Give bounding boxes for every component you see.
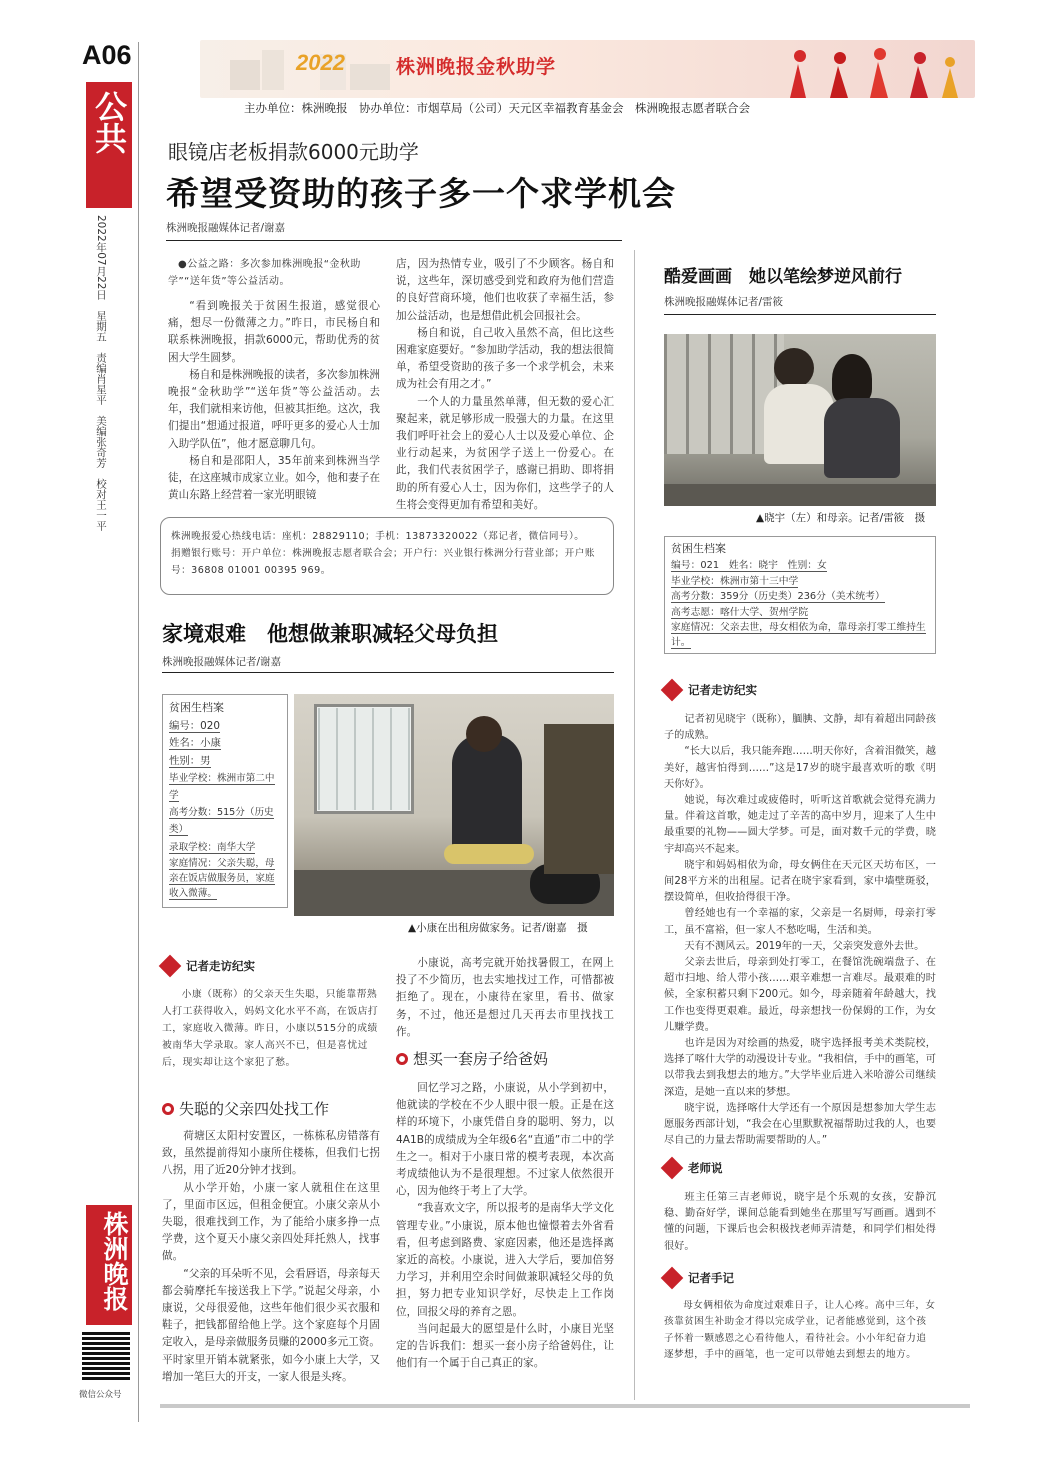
runner-figure-icon (945, 57, 955, 67)
main-col-1 (168, 256, 380, 504)
archive-field: 高考分数：515分（历史类） (169, 807, 274, 836)
diamond-icon (661, 1157, 684, 1180)
photo-caption-xiaoyu: ▲晓宇（左）和母亲。记者/雷筱 摄 (756, 512, 926, 524)
article3-byline: 株洲晚报融媒体记者/雷筱 (664, 296, 784, 308)
banner-organizers: 主办单位：株洲晚报 协办单位：市烟草局（公司）天元区幸福教育基金会 株洲晚报志愿者联合会 (244, 101, 750, 115)
runner-figure-icon (914, 52, 926, 64)
qr-label: 微信公众号 (79, 1390, 122, 1400)
article2-paragraph: 荷塘区太阳村安置区，一栋栋私房错落有致，虽然提前得知小康所住楼栋，但我们七拐八拐，用了近20分钟才找到。 (162, 1130, 380, 1177)
tag-visit-3: 记者走访纪实 (664, 682, 757, 698)
banner (200, 40, 975, 98)
main-lead: ●公益之路：多次参加株洲晚报“金秋助学”“送年货”等公益活动。 (168, 259, 361, 287)
article3-paragraph: 也许是因为对绘画的热爱，晓宇选择报考美术类院校，选择了喀什大学的动漫设计专业。“我相信，手中的画笔，可以带我去到我想去的地方。”大学毕业后进入米哈游公司继续深造，是她一直以来的梦想。 (664, 1038, 936, 1098)
article2-paragraph: 从小学开始，小康一家人就租住在这里了，里面市区远，但租金便宜。小康父亲从小失聪，很难找到工作，为了能给小康多挣一点学费，这个夏天小康父亲四处拜托熟人，找事做。 (162, 1181, 380, 1263)
footer-rule (160, 1404, 970, 1408)
subhead-house: 想买一套房子给爸妈 (396, 1048, 548, 1069)
main-col-2 (396, 256, 614, 514)
main-paragraph: 杨自和是邵阳人，35年前来到株洲当学徒，在这座城市成家立业。如今，他和妻子在黄山东路上经营着一家光明眼镜 (168, 454, 380, 502)
subhead-father: 失聪的父亲四处找工作 (162, 1098, 329, 1119)
banner-year: 2022 (296, 50, 345, 75)
article2-rule (162, 672, 614, 673)
archive-field: 高考分数：359分（历史类）236分（美术统考） (671, 591, 885, 603)
article2-archive (162, 694, 288, 908)
article3-rule (664, 314, 936, 315)
hotline-phone: 株洲晚报爱心热线电话：座机：28829110；手机：13873320022（郑记者，微信同号）。 (171, 531, 585, 542)
right-column-divider (634, 250, 635, 1400)
article3-paragraph: 记者初见晓宇（既称），腼腆、文静，却有着超出同龄孩子的成熟。 (664, 714, 936, 742)
archive-field: 家庭情况：父亲去世，母女相依为命，靠母亲打零工维持生计。 (671, 622, 926, 649)
archive-field: 性别：男 (169, 754, 211, 767)
runner-figure-icon (794, 50, 806, 62)
section-label: 公共 (90, 90, 128, 154)
archive-field: 毕业学校：株洲市第二中学 (169, 772, 275, 802)
runner-figure-icon (834, 52, 846, 64)
article2-paragraph: 当问起最大的愿望是什么时，小康目光坚定的告诉我们：想买一套小房子给爸妈住，让他们有一个属于自己真正的家。 (396, 1322, 614, 1370)
archive-field: 编号：021 姓名：晓宇 性别：女 (671, 560, 827, 572)
article3-headline: 酷爱画画 她以笔绘梦逆风前行 (664, 267, 902, 287)
main-kicker: 眼镜店老板捐款6000元助学 (168, 140, 419, 164)
diamond-icon (661, 1267, 684, 1290)
article2-intro: 小康（既称）的父亲天生失聪，只能靠帮熟人打工获得收入，妈妈文化水平不高，在饭店打工，家庭收入微薄。昨日，小康以515分的成绩被南华大学录取。家人高兴不已，但是喜忧过后，现实却让这个家犯了愁。 (162, 989, 379, 1068)
archive-field: 毕业学校：株洲市第十三中学 (671, 575, 799, 587)
archive-field: 编号：020 (169, 720, 221, 733)
main-paragraph: 杨自和说，自己收入虽然不高，但比这些困难家庭要好。“参加助学活动，我的想法很简单，希望受资助的孩子多一个求学机会，未来成为社会有用之才。” (396, 326, 614, 391)
main-rule (166, 240, 622, 241)
article3-paragraph: 她说，每次难过或疲倦时，听听这首歌就会觉得充满力量。伴着这首歌，她走过了辛苦的高中岁月，迎来了人生中最重要的礼物——圆大学梦。可是，面对数千元的学费，晓宇却高兴不起来。 (664, 795, 936, 855)
photo-caption-kang: ▲小康在出租房做家务。记者/谢嘉 摄 (408, 922, 588, 934)
article2-headline: 家境艰难 他想做兼职减轻父母负担 (162, 622, 498, 646)
archive-field: 姓名：小康 (169, 737, 221, 750)
photo-xiaoyu-mother (664, 334, 936, 506)
main-paragraph: “看到晚报关于贫困生报道，感觉很心痛，想尽一份微薄之力。”昨日，市民杨自和联系株洲晚报，捐款6000元，帮助优秀的贫困大学生圆梦。 (168, 300, 380, 364)
ring-icon (396, 1053, 408, 1065)
article3-paragraph: 父亲去世后，母亲到处打零工，在餐馆洗碗端盘子、在超市扫地、给人带小孩……艰辛难想一言难尽。最艰难的时候，全家积蓄只剩下200元。如今，母亲随着年龄越大，找工作也变得更艰难。最近，母亲想找一份保姆的工作，为女儿赚学费。 (664, 957, 936, 1033)
banner-title: 株洲晚报金秋助学 (396, 56, 557, 78)
archive-field: 高考志愿：喀什大学、贺州学院 (671, 606, 809, 618)
article2-col-2a (396, 955, 614, 1041)
article3-paragraph: 天有不测风云。2019年的一天，父亲突发意外去世。 (684, 940, 925, 952)
section-tab (86, 82, 132, 208)
meta-vertical: 2022年07月22日 星期五 责编肖星平 美编张奇芳 校对王一平 (95, 215, 107, 531)
hotline-box (160, 517, 614, 595)
article3-paragraph: 晓宇说，选择喀什大学还有一个原因是想参加大学生志愿服务西部计划，“我会在心里默默祝福帮助过我的人，也要尽自己的力量去帮助需要帮助的人。” (664, 1102, 936, 1147)
article2-paragraph: 回忆学习之路，小康说，从小学到初中，他就读的学校在不少人眼中很一般。正是在这样的环境下，小康凭借自身的聪明、努力，以4A1B的成绩成为全年级6名“直通”市二中的学生之一。相对于小康日常的模考表现，本次高考成绩他认为不是很理想。不过家人依然很开心，因为他终于考上了大学。 (396, 1082, 614, 1198)
runner-figure-icon (874, 48, 886, 60)
main-paragraph: 一个人的力量虽然单薄，但无数的爱心汇聚起来，就足够形成一股强大的力量。在这里我们呼吁社会上的爱心人士以及爱心单位、企业行动起来，为贫困学子送上一份爱心。在此，我们代表贫困学子，感谢已捐助、即将捐助的所有爱心人士，因为你们，这些学子的人生将会变得更加有希望和美好。 (396, 395, 614, 511)
tag-visit-2: 记者走访纪实 (162, 958, 255, 974)
tag-teacher: 老师说 (664, 1160, 723, 1176)
article3-archive (664, 536, 936, 654)
main-paragraph: 店，因为热情专业，吸引了不少顾客。杨自和说，这些年，深切感受到党和政府为他们营造的良好营商环境，他们也收获了幸福生活，参加公益活动，也是想借此机会回报社会。 (396, 258, 614, 322)
teacher-paragraph: 班主任第三吉老师说，晓宇是个乐观的女孩，安静沉稳、勤奋好学，课间总能看到她坐在那里写写画画。遇到不懂的问题，下课后也会积极找老师弄清楚，和同学们相处得很好。 (664, 1192, 936, 1252)
article2-paragraph: “我喜欢文字，所以报考的是南华大学文化管理专业。”小康说，原本他也憧憬着去外省看看，但考虑到路费、家庭因素，他还是选择离家近的高校。小康说，进入大学后，要加倍努力学习，并利用空余时间做兼职减轻父母的负担，努力把专业知识学好，尽快走上工作岗位，回报父母的养育之恩。 (396, 1202, 614, 1318)
masthead-vertical (86, 1205, 132, 1325)
archive-title: 贫困生档案 (671, 542, 726, 555)
article2-byline: 株洲晚报融媒体记者/谢嘉 (162, 656, 282, 668)
page-number: A06 (82, 40, 132, 70)
article2-col-1 (162, 1128, 380, 1386)
archive-title: 贫困生档案 (169, 701, 224, 714)
article3-body (664, 712, 936, 1149)
archive-field: 录取学校：南华大学 (169, 841, 256, 853)
masthead-label: 株洲晚报 (100, 1211, 129, 1311)
tag-note: 记者手记 (664, 1270, 734, 1286)
left-divider (138, 42, 139, 1422)
diamond-icon (159, 955, 182, 978)
hotline-bank: 捐赠银行账号：开户单位：株洲晚报志愿者联合会；开户行：兴业银行株洲分行营业部；开户账号：36808 01001 00395 969。 (171, 548, 595, 576)
note-paragraph: 母女俩相依为命度过艰难日子，让人心疼。高中三年，女孩靠贫困生补助金才得以完成学业，记者能感觉到，这个孩子怀着一颗感恩之心看待他人，看待社会。小小年纪奋力追逐梦想，手中的画笔，也一定可以带她去到想去的地方。 (664, 1300, 936, 1361)
article3-paragraph: 晓宇和妈妈相依为命，母女俩住在天元区天坊布区，一间28平方米的出租屋。记者在晓宇家看到，家中墙壁斑驳，摆设简单，但收拾得很干净。 (664, 859, 936, 904)
photo-kang-cooking (294, 694, 614, 916)
main-headline: 希望受资助的孩子多一个求学机会 (166, 174, 676, 213)
archive-field: 家庭情况：父亲失聪，母亲在饭店做服务员，家庭收入微薄。 (169, 857, 275, 899)
ring-icon (162, 1103, 174, 1115)
article2-paragraph: 小康说，高考完就开始找暑假工，在网上投了不少简历，也去实地找过工作，可惜都被拒绝了。现在，小康待在家里，看书、做家务，不过，他还是想过几天再去市里找找工作。 (396, 957, 614, 1038)
main-byline: 株洲晚报融媒体记者/谢嘉 (166, 222, 286, 234)
article3-paragraph: “长大以后，我只能奔跑……明天你好，含着泪微笑，越美好，越害怕得到……”这是17岁的晓宇最喜欢听的歌《明天你好》。 (664, 746, 936, 790)
qr-code[interactable] (82, 1332, 130, 1380)
article2-col-2b (396, 1080, 614, 1372)
diamond-icon (661, 679, 684, 702)
article3-paragraph: 曾经她也有一个幸福的家，父亲是一名厨师，母亲打零工，虽不富裕，但一家人不愁吃喝，生活和美。 (664, 908, 936, 936)
main-paragraph: 杨自和是株洲晚报的读者，多次参加株洲晚报“金秋助学”“送年货”等公益活动。去年，我们就相来访他，但被其拒绝。这次，我们提出“想通过报道，呼吁更多的爱心人士加入助学队伍”，他才愿意聊几句。 (168, 368, 380, 450)
article2-paragraph: “父亲的耳朵听不见，会看唇语，母亲每天都会骑摩托车接送我上下学。”说起父母亲，小康说，父母很爱他，这些年他们很少买衣服和鞋子，把钱都留给他上学。这个家庭每个月固定收入，是母亲做服务员赚的2000多元工资。平时家里开销本就紧张，如今小康上大学，又增加一笔巨大的开支，一家人很是头疼。 (162, 1267, 380, 1383)
